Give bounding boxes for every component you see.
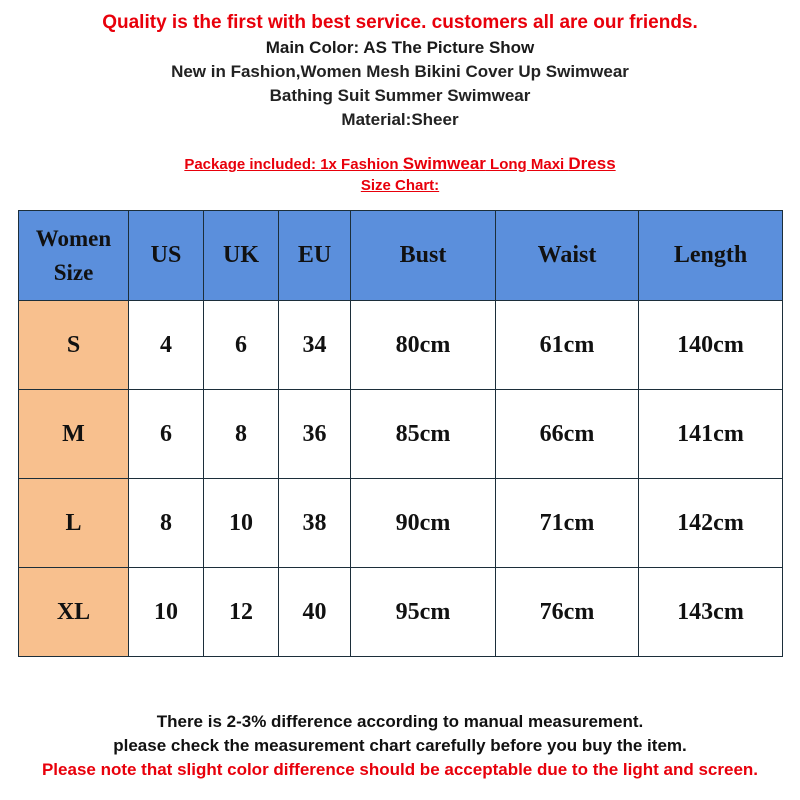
cell-eu: 34	[279, 301, 351, 390]
cell-uk: 8	[204, 390, 279, 479]
material-line: Material:Sheer	[341, 110, 459, 129]
cell-bust: 90cm	[351, 479, 496, 568]
cell-bust: 80cm	[351, 301, 496, 390]
table-row	[19, 479, 783, 568]
size-chart-table	[18, 210, 783, 657]
quality-slogan: Quality is the first with best service. customers all are our friends.	[102, 12, 698, 33]
product-title-line-2: Bathing Suit Summer Swimwear	[269, 86, 531, 105]
measurement-note: There is 2-3% difference according to manual measurement.	[156, 712, 644, 731]
cell-us: 8	[129, 479, 204, 568]
cell-bust: 85cm	[351, 390, 496, 479]
color-difference-note: Please note that slight color difference should be acceptable due to the light and screen.	[41, 760, 759, 779]
cell-length: 140cm	[639, 301, 783, 390]
header-women-text: Women	[35, 225, 112, 251]
cell-uk: 6	[204, 301, 279, 390]
product-title-line-1: New in Fashion,Women Mesh Bikini Cover Up Swimwear	[171, 62, 629, 81]
cell-uk: 10	[204, 479, 279, 568]
cell-waist: 61cm	[496, 301, 639, 390]
cell-uk: 12	[204, 568, 279, 657]
cell-length: 142cm	[639, 479, 783, 568]
cell-bust: 95cm	[351, 568, 496, 657]
table-row	[19, 568, 783, 657]
header-length: Length	[639, 211, 783, 301]
cell-eu: 40	[279, 568, 351, 657]
header-waist: Waist	[496, 211, 639, 301]
cell-waist: 76cm	[496, 568, 639, 657]
cell-length: 143cm	[639, 568, 783, 657]
header-bust: Bust	[351, 211, 496, 301]
table-row	[19, 301, 783, 390]
cell-us: 4	[129, 301, 204, 390]
main-color-line: Main Color: AS The Picture Show	[265, 38, 535, 57]
check-chart-note: please check the measurement chart carefully before you buy the item.	[113, 736, 687, 755]
package-text-2: Swimwear	[402, 154, 486, 173]
header-size-text: Size	[53, 259, 94, 285]
package-included-line	[0, 154, 800, 174]
cell-us: 10	[129, 568, 204, 657]
size-chart-label: Size Chart:	[360, 177, 440, 194]
package-text-1: Package included: 1x Fashion	[184, 156, 403, 173]
cell-waist: 66cm	[496, 390, 639, 479]
cell-size: M	[19, 390, 129, 479]
package-text-3: Long Maxi	[485, 156, 569, 173]
cell-size: L	[19, 479, 129, 568]
cell-us: 6	[129, 390, 204, 479]
cell-size: S	[19, 301, 129, 390]
cell-length: 141cm	[639, 390, 783, 479]
header-women-size	[19, 211, 129, 301]
cell-size: XL	[19, 568, 129, 657]
table-header-row	[19, 211, 783, 301]
package-text-4: Dress	[568, 154, 616, 173]
header-eu: EU	[279, 211, 351, 301]
cell-eu: 36	[279, 390, 351, 479]
cell-waist: 71cm	[496, 479, 639, 568]
cell-eu: 38	[279, 479, 351, 568]
table-row	[19, 390, 783, 479]
header-us: US	[129, 211, 204, 301]
header-uk: UK	[204, 211, 279, 301]
